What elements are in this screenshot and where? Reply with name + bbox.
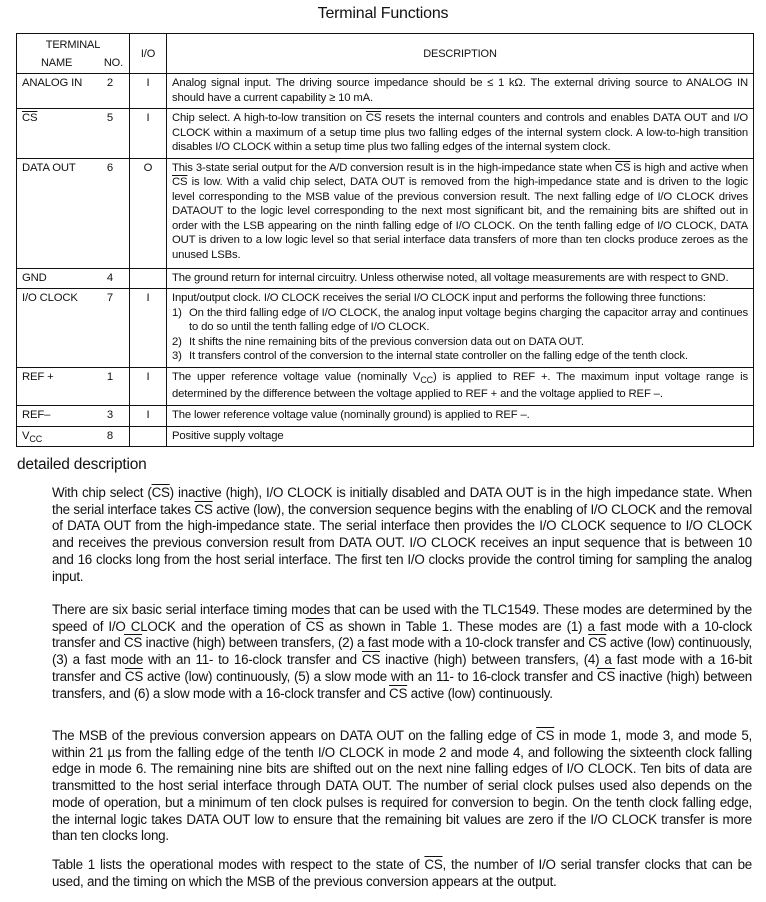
list-number: 2): [172, 335, 182, 348]
table-header-row: [17, 34, 754, 74]
section-heading: detailed description: [17, 456, 147, 473]
table-title: Terminal Functions: [317, 5, 449, 22]
overline-signal: $\overline{CS}$: [389, 685, 408, 701]
list-number: 1): [172, 306, 182, 319]
terminal-name: $\overline{CS}$: [22, 112, 38, 124]
terminal-cell: [17, 74, 130, 109]
description-cell: [167, 289, 754, 368]
description-text: Positive supply voltage: [172, 429, 284, 442]
description-text: Chip select. A high-to-low transition on $\overline{CS}$ resets the internal counters and controls and enables DATA OUT and I/O CLOCK within a maximum of a setup time plus two falling edges of the internal system clock. A low-to-high transition disables I/O CLOCK within a setup time plus two falling edges of the internal system clock.: [172, 112, 749, 153]
terminal-cell: [17, 367, 130, 405]
io-type: I: [146, 292, 150, 304]
header-io: I/O: [130, 34, 167, 74]
table-row: [17, 289, 754, 368]
header-name: NAME: [41, 57, 73, 69]
io-type: I: [146, 408, 150, 421]
terminal-cell: [17, 405, 130, 426]
table-row: [17, 268, 754, 289]
terminal-number: 4: [106, 271, 113, 284]
io-type: O: [143, 161, 153, 174]
io-cell: [130, 367, 167, 405]
terminal-number: 3: [106, 408, 113, 421]
description-text: This 3-state serial output for the A/D conversion result is in the high-impedance state when $\overline{CS}$ is high and active when $\overline{CS}$ is low. With a valid chip select, DATA OUT is removed from the high-impedance state and is driven to the logic level corresponding to the MSB value of the previous conversion result. The next falling edge of I/O CLOCK drives DATAOUT to the logic level corresponding to the next most significant bit, and the remaining bits are shifted out in order with the LSB appearing on the ninth falling edge of I/O CLOCK. On the tenth falling edge of I/O CLOCK, DATA OUT is driven to a low logic level so that serial interface data transfers of more than ten clocks produce zeroes as the unused LSBs.: [172, 161, 748, 261]
io-type: [130, 427, 166, 429]
header-terminal: [17, 34, 130, 74]
description-cell: [167, 367, 754, 405]
list-item: [172, 349, 748, 364]
list-text: It shifts the nine remaining bits of the previous conversion data out on DATA OUT.: [189, 335, 584, 348]
table-row: [17, 158, 754, 268]
io-type: I: [146, 370, 150, 383]
terminal-number: 6: [106, 161, 113, 174]
terminal-name: $V_{CC}$: [22, 429, 43, 444]
paragraph-3: The MSB of the previous conversion appears on DATA OUT on the falling edge of $\overline{CS}$ in mode 1, mode 3, and mode 5, within 21 µs from the falling edge of the tenth I/O CLOCK in mode 2 and mode 4, and following the sixteenth clock falling edge in mode 6. The remaining nine bits are shifted out on the next nine falling edges of I/O CLOCK. Ten bits of data are transmitted to the host serial interface through DATA OUT. The number of serial clock pulses used also depends on the mode of operation, but a minimum of ten clock pulses is required for conversion to begin. On the tenth clock falling edge, the internal logic takes DATA OUT low to ensure that the remaining bit values are zero if the I/O CLOCK transfer is more than ten clocks long.: [52, 728, 752, 844]
overline-signal: $\overline{CS}$: [151, 485, 170, 500]
description-text: The ground return for internal circuitry. Unless otherwise noted, all voltage measurements are with respect to GND.: [172, 271, 729, 284]
description-cell: [167, 109, 754, 159]
terminal-cell: [17, 289, 130, 368]
description-text: The upper reference voltage value (nominally $V_{CC}$) is applied to REF +. The maximum input voltage range is determined by the difference between the voltage applied to REF + and the voltage applied to REF –.: [172, 370, 748, 400]
terminal-number: 8: [106, 429, 113, 442]
terminal-functions-table: [16, 33, 754, 447]
list-number: 3): [172, 350, 182, 362]
description-cell: [167, 405, 754, 426]
list-text: On the third falling edge of I/O CLOCK, the analog input voltage begins charging the capacitor array and continues to do so until the tenth falling edge of I/O CLOCK.: [189, 306, 748, 333]
header-terminal-label: TERMINAL: [45, 39, 101, 51]
header-description: DESCRIPTION: [167, 34, 754, 74]
terminal-name: DATA OUT: [22, 161, 76, 174]
description-cell: [167, 158, 754, 268]
terminal-name: REF–: [22, 408, 51, 421]
description-text: Analog signal input. The driving source impedance should be ≤ 1 kΩ. The external driving source to ANALOG IN should have a current capability ≥ 10 mA.: [172, 77, 748, 104]
overline-signal: $\overline{CS}$: [361, 652, 381, 668]
subscript: CC: [420, 374, 434, 385]
io-type: [130, 269, 166, 271]
terminal-name: I/O CLOCK: [22, 292, 78, 304]
description-text: The lower reference voltage value (nominally ground) is applied to REF –.: [172, 408, 530, 421]
overline-signal: $\overline{CS}$: [615, 161, 631, 174]
description-cell: [167, 268, 754, 289]
overline-signal: $\overline{CS}$: [194, 501, 213, 517]
header-no: NO.: [103, 57, 123, 69]
overline-signal: $\overline{CS}$: [172, 176, 188, 188]
io-cell: [130, 109, 167, 159]
table-row: [17, 405, 754, 426]
io-cell: [130, 268, 167, 289]
overline-signal: $\overline{CS}$: [588, 635, 607, 651]
overline-signal: $\overline{CS}$: [536, 728, 555, 743]
overline-signal: $\overline{CS}$: [124, 635, 143, 651]
description-cell: [167, 74, 754, 109]
terminal-number: 5: [106, 112, 113, 124]
terminal-cell: [17, 268, 130, 289]
overline-signal: $\overline{CS}$: [596, 668, 616, 684]
list-item: [172, 335, 748, 350]
paragraph-2: There are six basic serial interface timing modes that can be used with the TLC1549. These modes are determined by the speed of I/O CLOCK and the operation of $\overline{CS}$ as shown in Table 1. These modes are (1) a fast mode with a 10-clock transfer and $\overline{CS}$ inactive (high) between transfers, (2) a fast mode with a 10-clock transfer and $\overline{CS}$ active (low) continuously, (3) a fast mode with an 11- to 16-clock transfer and $\overline{CS}$ inactive (high) between transfers, (4) a fast mode with a 16-bit transfer and $\overline{CS}$ active (low) continuously, (5) a slow mode with an 11- to 16-clock transfer and $\overline{CS}$ inactive (high) between transfers, and (6) a slow mode with a 16-clock transfer and $\overline{CS}$ active (low) continuously.: [52, 602, 753, 701]
io-cell: [130, 158, 167, 268]
terminal-name: GND: [22, 271, 47, 284]
terminal-cell: [17, 426, 130, 447]
paragraph-4: Table 1 lists the operational modes with respect to the state of $\overline{CS}$, the number of I/O serial transfer clocks that can be used, and the timing on which the MSB of the previous conversion appears at the output.: [52, 857, 752, 889]
io-type: I: [146, 77, 150, 89]
io-cell: [130, 74, 167, 109]
table-row: [17, 109, 754, 159]
table-row: [17, 74, 754, 109]
terminal-cell: [17, 158, 130, 268]
io-cell: [130, 426, 167, 447]
overline-signal: $\overline{CS}$: [424, 857, 443, 872]
list-text: It transfers control of the conversion to the internal state controller on the falling edge of the tenth clock.: [189, 350, 688, 362]
description-text: Input/output clock. I/O CLOCK receives the serial I/O CLOCK input and performs the following three functions: 1) On the third falling edge of I/O CLOCK, the analog input voltage begins charging the capacitor array and continues to do so until the tenth falling edge of I/O CLOCK. 2) It shifts the nine remaining bits of the previous conversion data out on DATA OUT. 3) It transfers control of the conversion to the internal state controller on the falling edge of the tenth clock.: [172, 292, 748, 362]
overline-signal: $\overline{CS}$: [124, 668, 144, 684]
terminal-number: 7: [106, 292, 113, 304]
list-item: [172, 306, 748, 335]
description-cell: [167, 426, 754, 447]
io-cell: [130, 405, 167, 426]
table-row: [17, 426, 754, 447]
terminal-number: 2: [106, 77, 113, 89]
subscript: CC: [29, 433, 43, 444]
terminal-name: REF +: [22, 370, 54, 383]
overline-signal: $\overline{CS}$: [305, 618, 324, 634]
io-cell: [130, 289, 167, 368]
terminal-cell: [17, 109, 130, 159]
paragraph-1: With chip select $(\overline{CS})$ inactive (high), I/O CLOCK is initially disabled and DATA OUT is in the high impedance state. When the serial interface takes $\overline{CS}$ active (low), the conversion sequence begins with the enabling of I/O CLOCK and the removal of DATA OUT from the high-impedance state. The serial interface then provides the I/O CLOCK sequence to I/O CLOCK and receives the previous conversion result from DATA OUT. I/O CLOCK receives an input sequence that is between 10 and 16 clocks long from the host serial interface. The first ten I/O clocks provide the control timing for sampling the analog input.: [52, 485, 753, 584]
overline-signal: $\overline{CS}$: [365, 112, 382, 124]
terminal-number: 1: [106, 370, 113, 383]
table-row: [17, 367, 754, 405]
terminal-name: ANALOG IN: [22, 77, 83, 89]
io-type: I: [146, 112, 150, 124]
